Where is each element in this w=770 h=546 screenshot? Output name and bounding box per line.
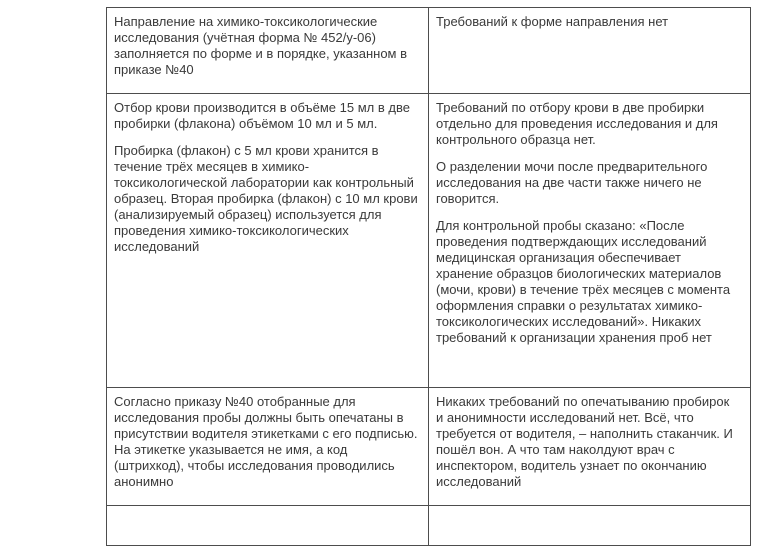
comparison-table — [106, 7, 751, 546]
table-cell-left — [107, 94, 429, 388]
cell-paragraph: Пробирка (флакон) с 5 мл крови хранится в течение трёх месяцев в химико-токсикологической лаборатории как контрольный образец. Вторая пробирка (флакон) с 10 мл крови (анализируемый образец) используется для проведения химико-токсикологических исследований — [114, 143, 418, 254]
table-cell-left — [107, 506, 429, 546]
cell-paragraph: Никаких требований по опечатыванию пробирок и анонимности исследований нет. Всё, что требуется от водителя, – наполнить стаканчик. И пошёл вон. А что там наколдуют врач с инспектором, водитель узнает по окончанию исследований — [436, 394, 733, 489]
table-cell-right — [429, 506, 751, 546]
table-row — [107, 94, 751, 388]
table-cell-right — [429, 8, 751, 94]
table-cell-left — [107, 8, 429, 94]
cell-paragraph: Направление на химико-токсикологические исследования (учётная форма № 452/у-06) заполняется по форме и в порядке, указанном в приказе №40 — [114, 14, 408, 77]
cell-paragraph: Отбор крови производится в объёме 15 мл в две пробирки (флакона) объёмом 10 мл и 5 мл. — [114, 100, 410, 131]
table-row — [107, 388, 751, 506]
table-cell-left — [107, 388, 429, 506]
cell-paragraph: Согласно приказу №40 отобранные для исследования пробы должны быть опечатаны в присутствии водителя этикетками с его подписью. На этикетке указывается не имя, а код (штрихкод), чтобы исследования проводились анонимно — [114, 394, 418, 489]
table-row — [107, 506, 751, 546]
table-cell-right — [429, 94, 751, 388]
cell-paragraph: Для контрольной пробы сказано: «После проведения подтверждающих исследований медицинская организация обеспечивает хранение образцов биологических материалов (мочи, крови) в течение трёх месяцев с момента оформления справки о результатах химико-токсикологических исследований». Никаких требований к организации хранения проб нет — [436, 218, 731, 345]
table-cell-right — [429, 388, 751, 506]
cell-paragraph: О разделении мочи после предварительного исследования на две части также ничего не говорится. — [436, 159, 708, 206]
table-row — [107, 8, 751, 94]
cell-paragraph: Требований к форме направления нет — [436, 14, 669, 29]
comparison-table-body — [107, 8, 751, 546]
cell-paragraph: Требований по отбору крови в две пробирки отдельно для проведения исследования и для контрольного образца нет. — [436, 100, 718, 147]
